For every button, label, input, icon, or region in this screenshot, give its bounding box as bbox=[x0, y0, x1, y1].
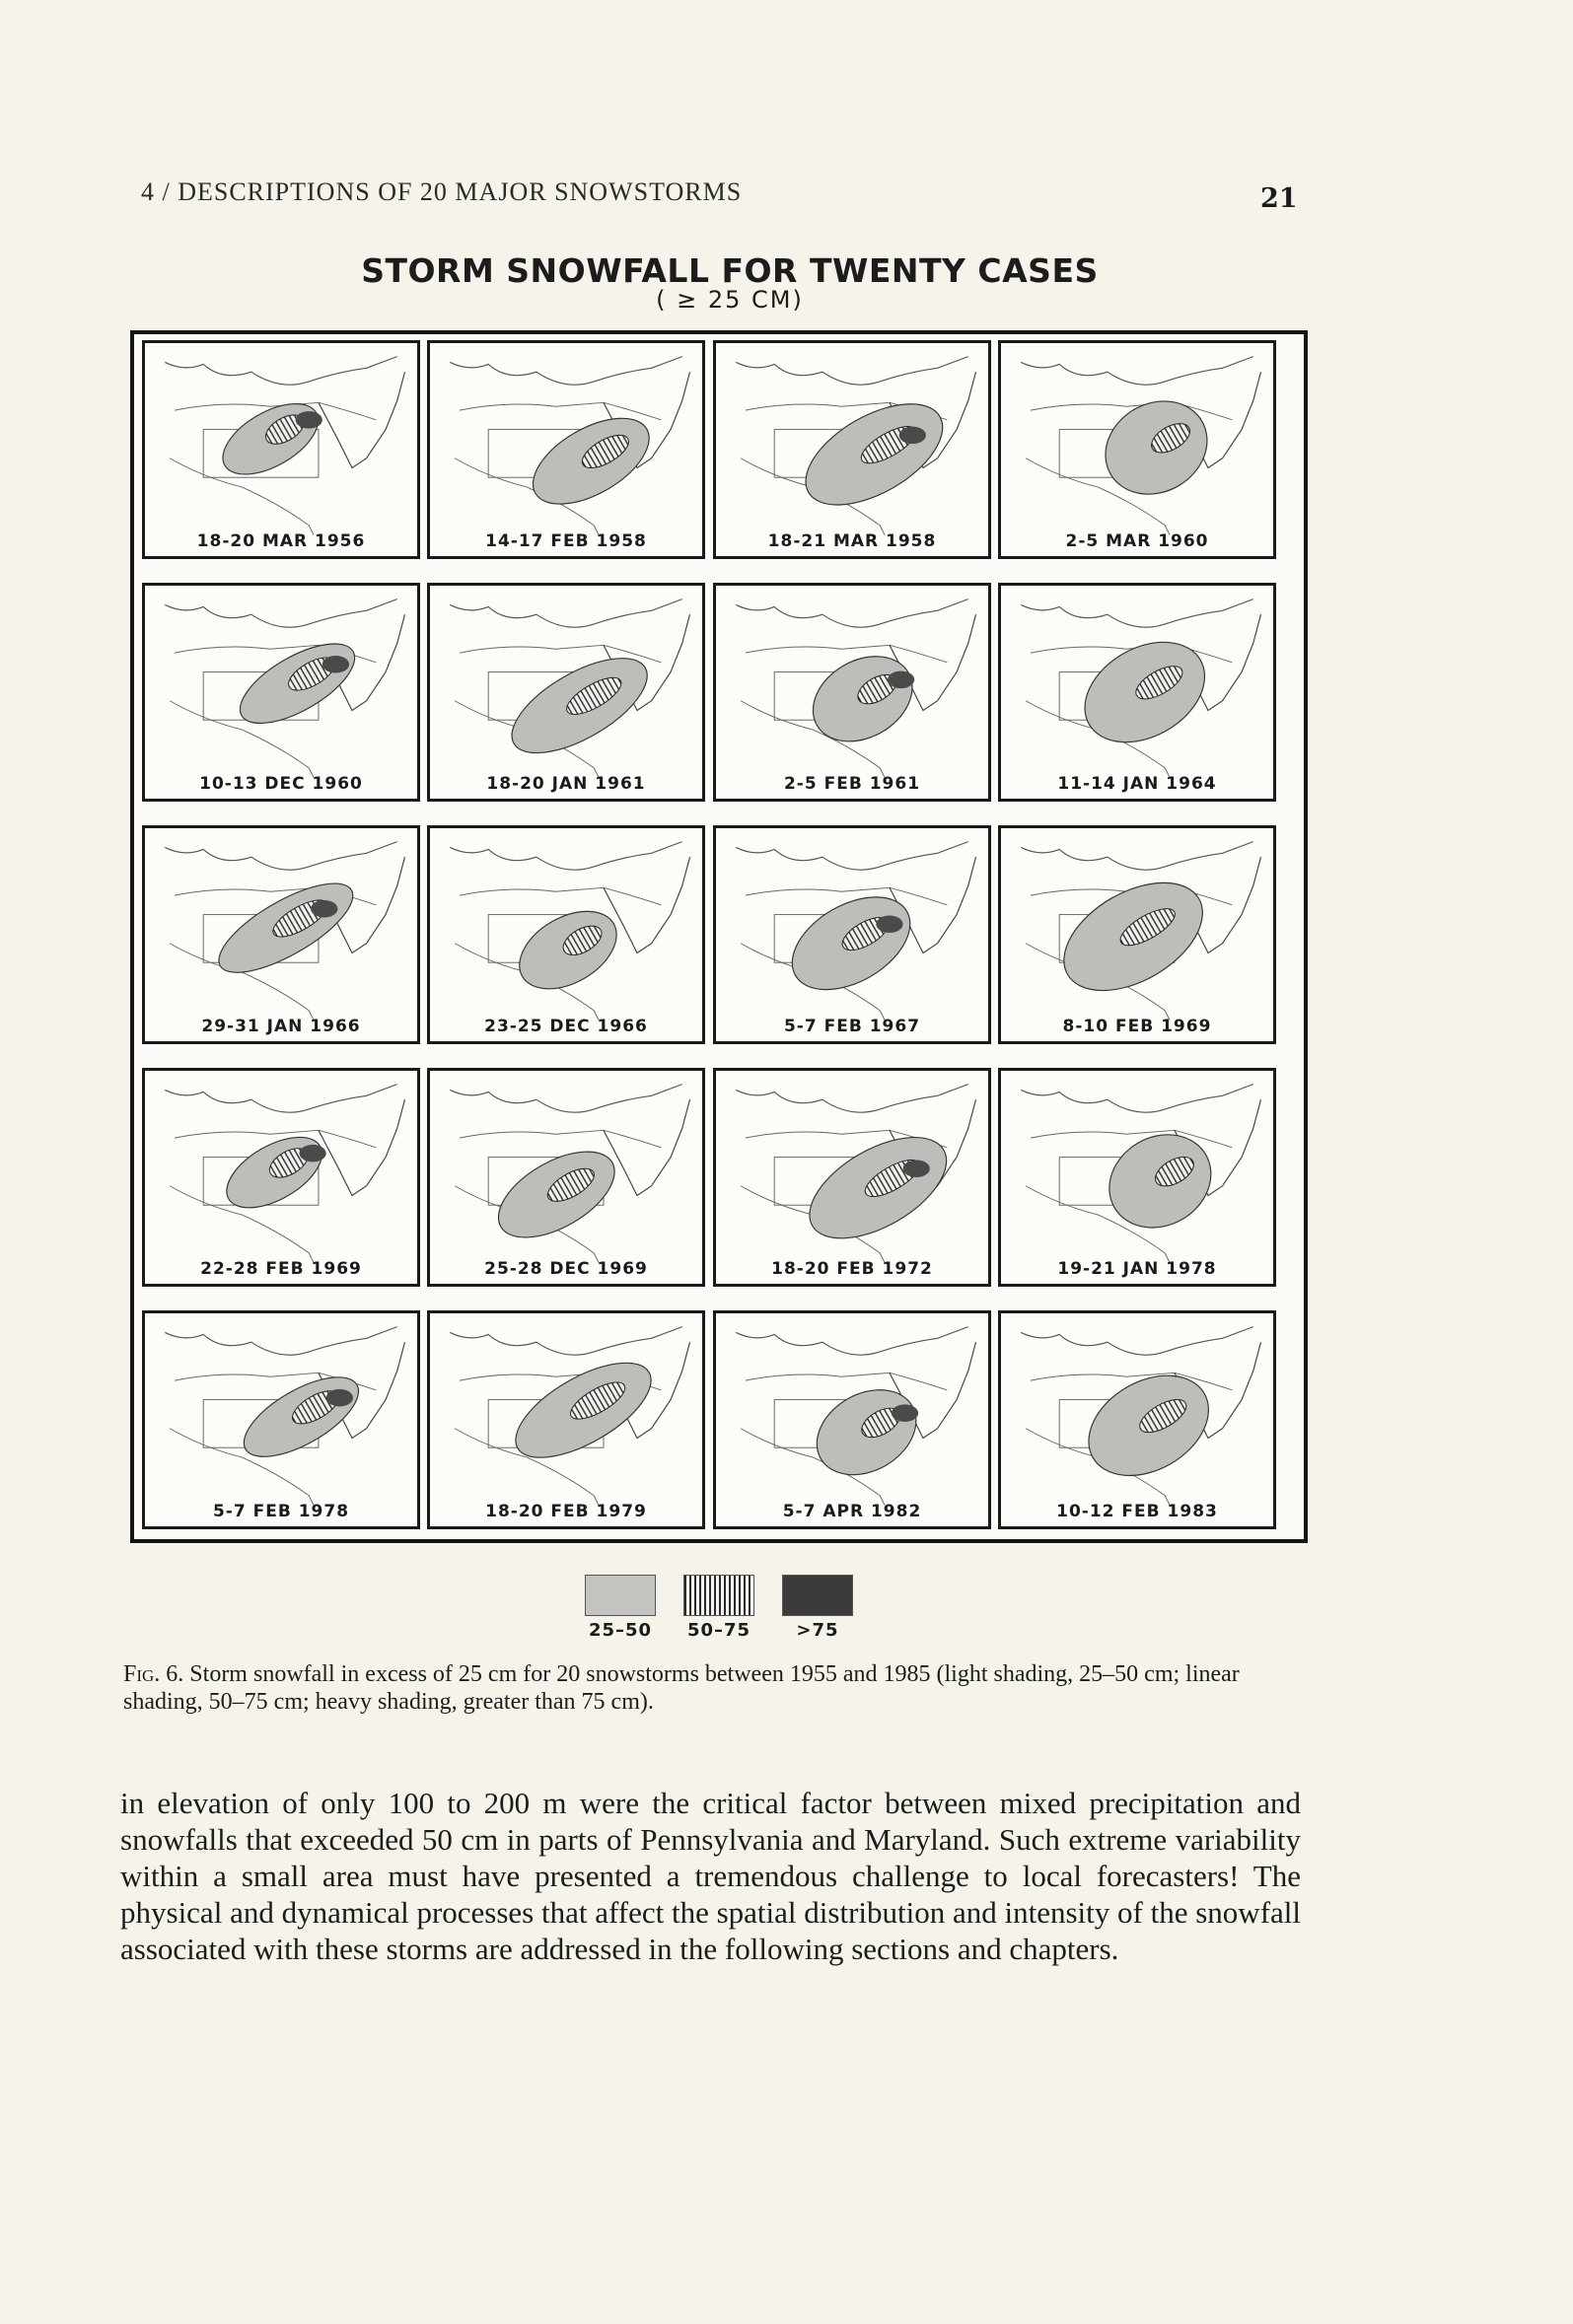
panel-date-label: 18-20 JAN 1961 bbox=[486, 774, 646, 794]
map-panel bbox=[998, 1068, 1276, 1287]
panel-date-label: 5-7 FEB 1978 bbox=[212, 1502, 350, 1521]
map-panel bbox=[427, 825, 705, 1044]
northeast-us-map bbox=[430, 828, 702, 1041]
caption-text: Storm snowfall in excess of 25 cm for 20 snowstorms between 1955 and 1985 (light shading, 25–50 cm; linear shading, 50–75 cm; heavy shading, greater than 75 cm). bbox=[123, 1661, 1240, 1715]
legend-item-linear bbox=[674, 1575, 764, 1641]
map-panel bbox=[713, 1310, 991, 1529]
running-head: 4 / DESCRIPTIONS OF 20 MAJOR SNOWSTORMS bbox=[141, 177, 743, 206]
northeast-us-map bbox=[145, 343, 417, 556]
northeast-us-map bbox=[430, 343, 702, 556]
map-panel bbox=[142, 340, 420, 559]
figure-subtitle: ( ≥ 25 CM) bbox=[656, 286, 804, 314]
map-panel bbox=[998, 825, 1276, 1044]
map-panel bbox=[142, 1310, 420, 1529]
northeast-us-map bbox=[145, 828, 417, 1041]
map-panel bbox=[713, 1068, 991, 1287]
panel-date-label: 18-21 MAR 1958 bbox=[767, 531, 937, 551]
northeast-us-map bbox=[716, 343, 988, 556]
northeast-us-map bbox=[1001, 1313, 1273, 1526]
map-panel bbox=[713, 825, 991, 1044]
legend-label: 50–75 bbox=[686, 1620, 751, 1641]
legend-label: >75 bbox=[796, 1620, 839, 1641]
panel-date-label: 19-21 JAN 1978 bbox=[1057, 1259, 1217, 1279]
northeast-us-map bbox=[145, 586, 417, 799]
legend-item-heavy bbox=[772, 1575, 863, 1641]
northeast-us-map bbox=[1001, 343, 1273, 556]
panel-date-label: 10-13 DEC 1960 bbox=[199, 774, 363, 794]
panel-date-label: 18-20 MAR 1956 bbox=[196, 531, 366, 551]
map-panel bbox=[427, 1310, 705, 1529]
northeast-us-map bbox=[716, 1071, 988, 1284]
panel-date-label: 5-7 FEB 1967 bbox=[783, 1017, 921, 1036]
body-paragraph: in elevation of only 100 to 200 m were the critical factor between mixed precipitation and snowfalls that exceeded 50 cm in parts of Pennsylvania and Maryland. Such extreme variability within a small area must have presented a tremendous challenge to local forecasters! The physical and dynamical processes that affect the spatial distribution and intensity of the snowfall associated with these storms are addressed in the following sections and chapters. bbox=[120, 1786, 1301, 1966]
heavy-shading-swatch bbox=[782, 1575, 853, 1616]
linear-shading-swatch bbox=[683, 1575, 754, 1616]
northeast-us-map bbox=[716, 1313, 988, 1526]
shading-legend bbox=[575, 1575, 863, 1641]
northeast-us-map bbox=[1001, 586, 1273, 799]
panel-date-label: 18-20 FEB 1979 bbox=[485, 1502, 647, 1521]
map-panel bbox=[998, 583, 1276, 802]
map-panel bbox=[998, 340, 1276, 559]
map-panel bbox=[142, 1068, 420, 1287]
panel-date-label: 10-12 FEB 1983 bbox=[1056, 1502, 1218, 1521]
northeast-us-map bbox=[716, 828, 988, 1041]
northeast-us-map bbox=[145, 1071, 417, 1284]
northeast-us-map bbox=[1001, 828, 1273, 1041]
panel-date-label: 29-31 JAN 1966 bbox=[201, 1017, 361, 1036]
panel-date-label: 8-10 FEB 1969 bbox=[1062, 1017, 1212, 1036]
caption-label: Fig. 6. bbox=[123, 1661, 184, 1687]
panel-date-label: 2-5 MAR 1960 bbox=[1065, 531, 1209, 551]
northeast-us-map bbox=[430, 1313, 702, 1526]
panel-date-label: 11-14 JAN 1964 bbox=[1057, 774, 1217, 794]
legend-label: 25–50 bbox=[588, 1620, 653, 1641]
northeast-us-map bbox=[145, 1313, 417, 1526]
panel-date-label: 14-17 FEB 1958 bbox=[485, 531, 647, 551]
northeast-us-map bbox=[716, 586, 988, 799]
map-panel bbox=[427, 340, 705, 559]
panel-date-label: 22-28 FEB 1969 bbox=[200, 1259, 362, 1279]
figure-title: STORM SNOWFALL FOR TWENTY CASES bbox=[361, 251, 1099, 290]
northeast-us-map bbox=[1001, 1071, 1273, 1284]
panel-date-label: 23-25 DEC 1966 bbox=[484, 1017, 648, 1036]
map-panel bbox=[998, 1310, 1276, 1529]
map-panel bbox=[427, 583, 705, 802]
panel-date-label: 5-7 APR 1982 bbox=[782, 1502, 922, 1521]
panel-date-label: 2-5 FEB 1961 bbox=[783, 774, 921, 794]
figure-caption bbox=[123, 1660, 1302, 1716]
map-panel bbox=[713, 583, 991, 802]
snowfall-map-grid bbox=[130, 330, 1308, 1543]
panel-date-label: 18-20 FEB 1972 bbox=[771, 1259, 933, 1279]
map-panel bbox=[713, 340, 991, 559]
panel-date-label: 25-28 DEC 1969 bbox=[484, 1259, 648, 1279]
light-shading-swatch bbox=[585, 1575, 656, 1616]
page-number: 21 bbox=[1260, 183, 1298, 214]
map-panel bbox=[142, 825, 420, 1044]
northeast-us-map bbox=[430, 586, 702, 799]
map-panel bbox=[427, 1068, 705, 1287]
map-panel bbox=[142, 583, 420, 802]
northeast-us-map bbox=[430, 1071, 702, 1284]
legend-item-light bbox=[575, 1575, 666, 1641]
